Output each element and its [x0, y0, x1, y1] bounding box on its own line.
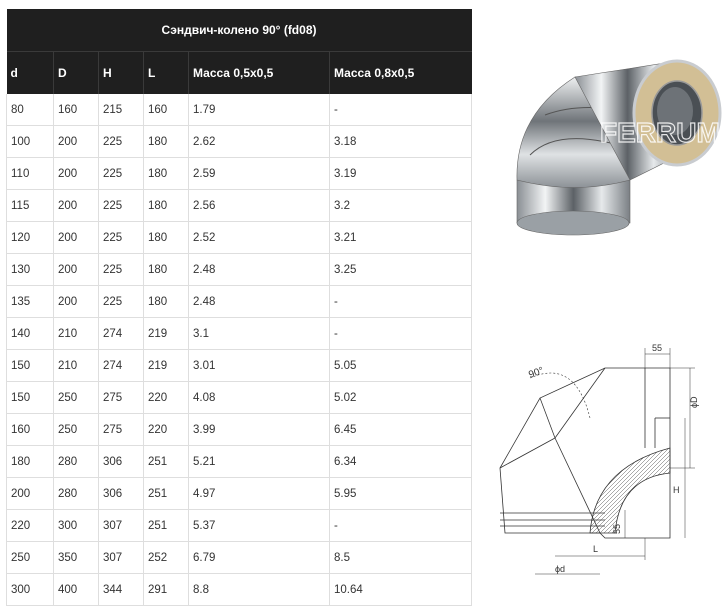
- table-cell: 5.37: [189, 510, 330, 542]
- table-cell: 225: [99, 222, 144, 254]
- table-row: [7, 478, 472, 510]
- column-header: Масса 0,8х0,5: [330, 52, 472, 95]
- inner-diameter-label: ϕd: [555, 564, 566, 574]
- table-cell: 8.5: [330, 542, 472, 574]
- table-cell: 180: [144, 158, 189, 190]
- table-cell: -: [330, 510, 472, 542]
- table-row: [7, 446, 472, 478]
- table-cell: 300: [54, 510, 99, 542]
- table-cell: 275: [99, 414, 144, 446]
- table-cell: 180: [144, 222, 189, 254]
- table-cell: 200: [54, 286, 99, 318]
- table-row: [7, 382, 472, 414]
- table-cell: 180: [7, 446, 54, 478]
- table-cell: 306: [99, 478, 144, 510]
- table-cell: 110: [7, 158, 54, 190]
- table-cell: 200: [54, 222, 99, 254]
- table-cell: 307: [99, 510, 144, 542]
- table-cell: 10.64: [330, 574, 472, 606]
- table-cell: 140: [7, 318, 54, 350]
- table-cell: 100: [7, 126, 54, 158]
- table-cell: 215: [99, 94, 144, 126]
- table-cell: 130: [7, 254, 54, 286]
- table-cell: 2.62: [189, 126, 330, 158]
- table-cell: 219: [144, 350, 189, 382]
- product-photo: [505, 55, 725, 245]
- table-cell: 225: [99, 190, 144, 222]
- table-cell: 6.45: [330, 414, 472, 446]
- table-cell: -: [330, 286, 472, 318]
- table-cell: 225: [99, 286, 144, 318]
- table-cell: 5.95: [330, 478, 472, 510]
- table-cell: 250: [54, 414, 99, 446]
- length-label: L: [593, 544, 599, 554]
- watermark: FERRUM: [600, 117, 720, 148]
- table-cell: 3.99: [189, 414, 330, 446]
- table-cell: 160: [54, 94, 99, 126]
- table-cell: 135: [7, 286, 54, 318]
- table-row: [7, 542, 472, 574]
- table-cell: 6.34: [330, 446, 472, 478]
- table-cell: 3.2: [330, 190, 472, 222]
- table-cell: 220: [144, 414, 189, 446]
- side-dimension: 55: [612, 523, 622, 534]
- table-cell: -: [330, 94, 472, 126]
- table-cell: 274: [99, 350, 144, 382]
- table-cell: 350: [54, 542, 99, 574]
- table-cell: 200: [54, 254, 99, 286]
- table-cell: 220: [7, 510, 54, 542]
- height-label: H: [673, 485, 680, 495]
- table-cell: 160: [144, 94, 189, 126]
- table-cell: 5.02: [330, 382, 472, 414]
- table-cell: 400: [54, 574, 99, 606]
- column-header: D: [54, 52, 99, 95]
- table-cell: 3.01: [189, 350, 330, 382]
- outer-diameter-label: ϕD: [689, 396, 699, 408]
- column-header: H: [99, 52, 144, 95]
- table-cell: 2.56: [189, 190, 330, 222]
- table-cell: 150: [7, 382, 54, 414]
- table-row: [7, 222, 472, 254]
- table-cell: 6.79: [189, 542, 330, 574]
- table-row: [7, 510, 472, 542]
- table-cell: 280: [54, 478, 99, 510]
- table-cell: 3.21: [330, 222, 472, 254]
- table-row: [7, 158, 472, 190]
- table-cell: 250: [54, 382, 99, 414]
- table-cell: 344: [99, 574, 144, 606]
- table-cell: 2.48: [189, 254, 330, 286]
- table-cell: 3.25: [330, 254, 472, 286]
- table-cell: 180: [144, 190, 189, 222]
- table-row: [7, 126, 472, 158]
- table-body: [7, 94, 472, 606]
- table-cell: 306: [99, 446, 144, 478]
- table-row: [7, 94, 472, 126]
- table-row: [7, 254, 472, 286]
- table-cell: 120: [7, 222, 54, 254]
- table-cell: 252: [144, 542, 189, 574]
- angle-label: 90°: [527, 365, 546, 381]
- table-cell: 2.48: [189, 286, 330, 318]
- table-cell: 4.08: [189, 382, 330, 414]
- table-cell: 210: [54, 318, 99, 350]
- table-row: [7, 414, 472, 446]
- table-cell: 291: [144, 574, 189, 606]
- table-cell: -: [330, 318, 472, 350]
- column-header: Масса 0,5х0,5: [189, 52, 330, 95]
- table-cell: 200: [54, 126, 99, 158]
- table-cell: 5.21: [189, 446, 330, 478]
- technical-drawing: [495, 338, 725, 583]
- table-cell: 200: [7, 478, 54, 510]
- table-row: [7, 574, 472, 606]
- table-cell: 251: [144, 478, 189, 510]
- table-cell: 3.19: [330, 158, 472, 190]
- table-cell: 225: [99, 254, 144, 286]
- table-cell: 180: [144, 286, 189, 318]
- table-cell: 180: [144, 126, 189, 158]
- table-cell: 200: [54, 190, 99, 222]
- table-cell: 251: [144, 446, 189, 478]
- table-cell: 5.05: [330, 350, 472, 382]
- table-row: [7, 190, 472, 222]
- table-cell: 80: [7, 94, 54, 126]
- table-cell: 210: [54, 350, 99, 382]
- table-cell: 307: [99, 542, 144, 574]
- table-cell: 4.97: [189, 478, 330, 510]
- table-cell: 2.52: [189, 222, 330, 254]
- table-cell: 300: [7, 574, 54, 606]
- table-cell: 160: [7, 414, 54, 446]
- table-cell: 3.18: [330, 126, 472, 158]
- table-row: [7, 350, 472, 382]
- column-header: d: [7, 52, 54, 95]
- table-cell: 180: [144, 254, 189, 286]
- table-row: [7, 286, 472, 318]
- table-cell: 2.59: [189, 158, 330, 190]
- specs-table-container: [6, 9, 471, 606]
- table-title: Сэндвич-колено 90° (fd08): [7, 9, 472, 52]
- table-header-row: [7, 52, 472, 95]
- table-cell: 8.8: [189, 574, 330, 606]
- table-cell: 200: [54, 158, 99, 190]
- table-cell: 274: [99, 318, 144, 350]
- table-cell: 115: [7, 190, 54, 222]
- table-cell: 225: [99, 126, 144, 158]
- table-cell: 251: [144, 510, 189, 542]
- column-header: L: [144, 52, 189, 95]
- table-cell: 1.79: [189, 94, 330, 126]
- table-cell: 275: [99, 382, 144, 414]
- table-cell: 250: [7, 542, 54, 574]
- table-cell: 220: [144, 382, 189, 414]
- table-cell: 3.1: [189, 318, 330, 350]
- table-cell: 225: [99, 158, 144, 190]
- table-cell: 280: [54, 446, 99, 478]
- table-cell: 219: [144, 318, 189, 350]
- table-cell: 150: [7, 350, 54, 382]
- specs-table: [6, 9, 472, 606]
- top-dimension: 55: [652, 343, 663, 353]
- table-row: [7, 318, 472, 350]
